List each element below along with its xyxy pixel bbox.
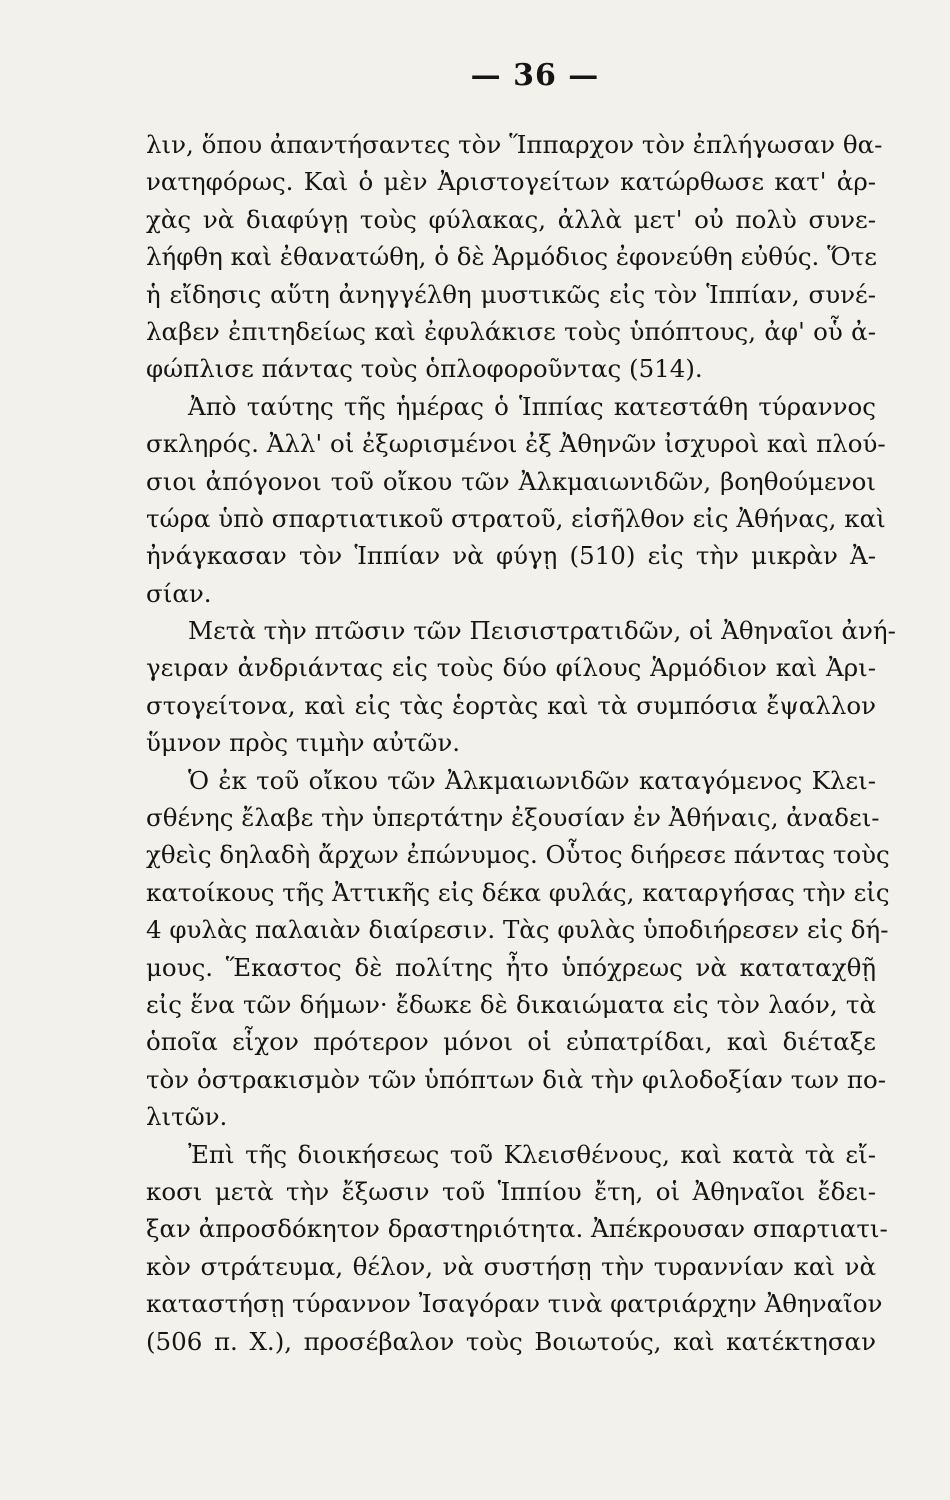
text-line: σίαν. <box>146 578 212 608</box>
text-line: νατηφόρως. Καὶ ὁ μὲν Ἀριστογείτων κατώρθωσε κατ' ἀρ- <box>146 167 876 197</box>
text-line: σιοι ἀπόγονοι τοῦ οἴκου τῶν Ἀλκμαιωνιδῶν, βοηθούμενοι <box>146 466 876 496</box>
text-line: τὸν ὀστρακισμὸν τῶν ὑπόπτων διὰ τὴν φιλοδοξίαν των πο- <box>146 1064 887 1094</box>
text-line: λιτῶν. <box>146 1102 228 1132</box>
text-line: στογείτονα, καὶ εἰς τὰς ἑορτὰς καὶ τὰ συμπόσια ἔψαλλον <box>146 690 876 720</box>
text-line: ξαν ἀπροσδόκητον δραστηριότητα. Ἀπέκρουσαν σπαρτιατι- <box>146 1214 888 1244</box>
paragraph <box>146 762 890 1136</box>
text-line: γειραν ἀνδριάντας εἰς τοὺς δύο φίλους Ἁρμόδιον καὶ Ἀρι- <box>146 653 876 683</box>
text-line: λιν, ὅπου ἀπαντήσαντες τὸν Ἵππαρχον τὸν ἐπλήγωσαν θα- <box>146 130 883 159</box>
body-text <box>146 126 896 1360</box>
paragraph <box>146 126 883 388</box>
paragraph <box>146 612 896 762</box>
text-line: Μετὰ τὴν πτῶσιν τῶν Πεισιστρατιδῶν, οἱ Ἀθηναῖοι ἀνή- <box>188 616 896 646</box>
text-line: τώρα ὑπὸ σπαρτιατικοῦ στρατοῦ, εἰσῆλθον εἰς Ἀθήνας, καὶ <box>146 503 886 533</box>
text-line: λαβεν ἐπιτηδείως καὶ ἐφυλάκισε τοὺς ὑπόπτους, ἀφ' οὗ ἀ- <box>146 316 876 346</box>
text-line: κὸν στράτευμα, θέλον, νὰ συστήσῃ τὴν τυραννίαν καὶ νὰ <box>146 1251 876 1281</box>
text-line: (506 π. Χ.), προσέβαλον τοὺς Βοιωτούς, καὶ κατέκτησαν <box>146 1326 876 1356</box>
text-line: χθεὶς δηλαδὴ ἄρχων ἐπώνυμος. Οὗτος διήρεσε πάντας τοὺς <box>146 840 890 870</box>
paragraph <box>146 1136 888 1360</box>
text-line: Ἀπὸ ταύτης τῆς ἡμέρας ὁ Ἱππίας κατεστάθη τύραννος <box>188 391 876 421</box>
page-number: — 36 — <box>470 58 600 93</box>
text-line: σκληρός. Ἀλλ' οἱ ἐξωρισμένοι ἐξ Ἀθηνῶν ἰσχυροὶ καὶ πλού- <box>146 429 886 459</box>
text-line: εἰς ἕνα τῶν δήμων· ἔδωκε δὲ δικαιώματα εἰς τὸν λαόν, τὰ <box>146 989 876 1019</box>
text-line: κοσι μετὰ τὴν ἔξωσιν τοῦ Ἱππίου ἔτη, οἱ Ἀθηναῖοι ἔδει- <box>146 1176 876 1206</box>
text-line: ὁποῖα εἶχον πρότερον μόνοι οἱ εὐπατρίδαι, καὶ διέταξε <box>146 1027 876 1057</box>
text-line: 4 φυλὰς παλαιὰν διαίρεσιν. Τὰς φυλὰς ὑποδιήρεσεν εἰς δή- <box>146 915 889 945</box>
text-line: λήφθη καὶ ἐθανατώθη, ὁ δὲ Ἁρμόδιος ἐφονεύθη εὐθύς. Ὅτε <box>146 242 877 272</box>
text-line: ὕμνον πρὸς τιμὴν αὐτῶν. <box>146 728 461 758</box>
text-line: μους. Ἕκαστος δὲ πολίτης ἦτο ὑπόχρεως νὰ καταταχθῇ <box>146 952 876 982</box>
text-line: καταστήσῃ τύραννον Ἰσαγόραν τινὰ φατριάρχην Ἀθηναῖον <box>146 1289 883 1319</box>
text-line: Ὁ ἐκ τοῦ οἴκου τῶν Ἀλκμαιωνιδῶν καταγόμενος Κλει- <box>188 765 876 795</box>
text-line: Ἐπὶ τῆς διοικήσεως τοῦ Κλεισθένους, καὶ κατὰ τὰ εἴ- <box>188 1139 876 1169</box>
text-line: σθένης ἔλαβε τὴν ὑπερτάτην ἐξουσίαν ἐν Ἀθήναις, ἀναδει- <box>146 803 880 833</box>
paragraph <box>146 388 886 612</box>
text-line: ἠνάγκασαν τὸν Ἱππίαν νὰ φύγῃ (510) εἰς τὴν μικρὰν Ἀ- <box>146 541 876 571</box>
text-line: ἡ εἴδησις αὕτη ἀνηγγέλθη μυστικῶς εἰς τὸν Ἱππίαν, συνέ- <box>146 279 876 309</box>
text-line: χὰς νὰ διαφύγῃ τοὺς φύλακας, ἀλλὰ μετ' οὐ πολὺ συνε- <box>146 204 876 234</box>
text-line: φώπλισε πάντας τοὺς ὁπλοφοροῦντας (514). <box>146 354 703 384</box>
text-line: κατοίκους τῆς Ἀττικῆς εἰς δέκα φυλάς, καταργήσας τὴν εἰς <box>146 877 890 907</box>
